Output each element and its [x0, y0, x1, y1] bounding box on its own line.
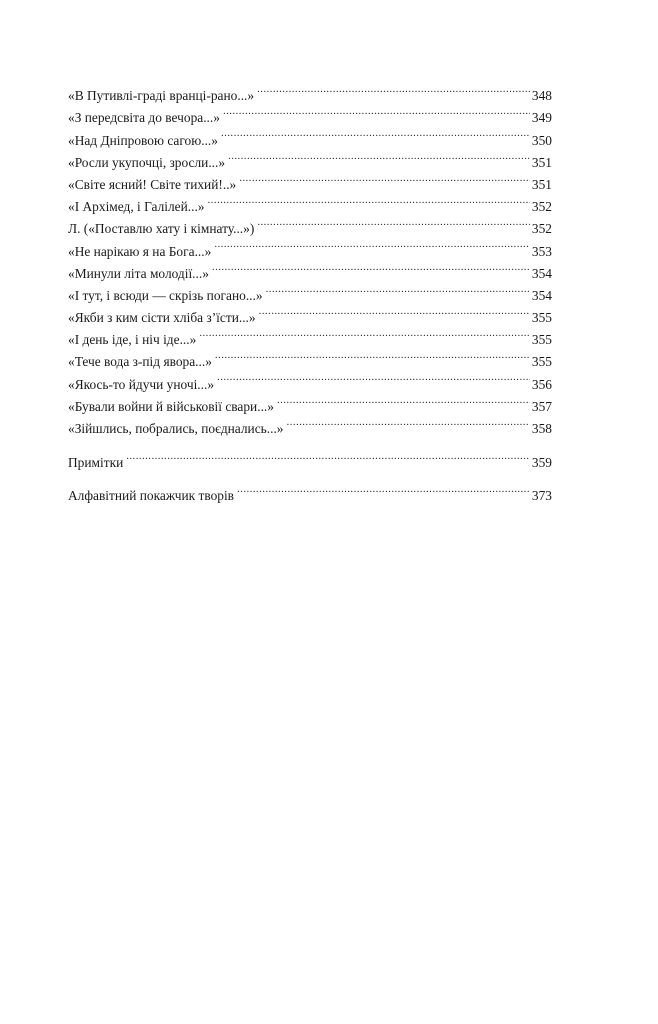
toc-entry-title: «Зійшлись, побрались, поєднались...»	[68, 421, 284, 436]
toc-entry-title: Примітки	[68, 455, 124, 471]
toc-entry-page: 358	[531, 421, 552, 436]
dot-leader	[257, 78, 530, 100]
toc-entry-title: «І день іде, і ніч іде...»	[68, 332, 197, 348]
dot-leader	[212, 256, 530, 278]
dot-leader	[257, 211, 530, 233]
toc-entry-page: 357	[531, 398, 552, 414]
toc-entry-title: «Якось-то йдучи уночі...»	[68, 376, 215, 392]
dot-leader	[214, 233, 530, 255]
toc-entry-page: 373	[531, 488, 552, 504]
toc-entry-page: 359	[531, 455, 552, 471]
toc-entry-page: 351	[531, 176, 552, 192]
toc-entry-title: «І Архімед, і Галілей...»	[68, 199, 205, 215]
dot-leader	[259, 300, 530, 322]
dot-leader	[215, 344, 530, 366]
toc-entry-page: 354	[531, 265, 552, 281]
toc-entry-page: 356	[531, 376, 552, 392]
toc-entry-title: «Якби з ким сісти хліба з’їсти...»	[68, 310, 256, 326]
toc-entry-title: «Росли укупочці, зросли...»	[68, 154, 226, 170]
dot-leader	[266, 278, 530, 300]
dot-leader	[208, 189, 530, 211]
dot-leader	[237, 478, 530, 500]
toc-entry-title: «І тут, і всюди — скрізь погано...»	[68, 287, 263, 303]
dot-leader	[239, 167, 530, 189]
toc-entry-title: «Минули літа молодії...»	[68, 265, 209, 281]
toc-entry-page: 352	[531, 199, 552, 215]
section-spacer	[68, 467, 552, 478]
toc-entry-page: 353	[531, 243, 552, 259]
dot-leader	[223, 100, 530, 122]
toc-entry[interactable]	[68, 78, 552, 104]
toc-entry-page: 355	[531, 332, 552, 348]
toc-entry-page: 355	[531, 354, 552, 370]
dot-leader	[277, 389, 530, 411]
dot-leader	[217, 366, 530, 388]
toc-entry-page: 354	[531, 287, 552, 303]
toc-entry-page: 350	[531, 132, 552, 148]
toc-entry-page: 355	[531, 310, 552, 326]
toc-entry-title: «Світе ясний! Світе тихий!..»	[68, 176, 237, 192]
toc-entry-title: «З передсвіта до вечора...»	[68, 110, 220, 126]
toc-entry-page: 351	[531, 154, 552, 170]
dot-leader	[221, 122, 530, 144]
dot-leader	[228, 145, 530, 167]
toc-entry-page: 348	[531, 88, 552, 104]
toc-entry-title: «Бували войни й військовії свари...»	[68, 398, 274, 414]
toc-entry-title: «Над Дніпровою сагою...»	[68, 132, 218, 148]
toc-entry-page: 349	[531, 110, 552, 126]
toc-entry-index[interactable]	[68, 478, 552, 504]
toc-entry-title: Л. («Поставлю хату і кімнату...»)	[68, 221, 255, 237]
dot-leader	[287, 411, 530, 433]
toc-entry-notes[interactable]	[68, 445, 552, 471]
dot-leader	[199, 322, 530, 344]
toc-entry-title: «Тече вода з-під явора...»	[68, 354, 212, 370]
toc-entry-title: «В Путивлі-граді вранці-рано...»	[68, 88, 255, 104]
toc-entry-title: Алфавітний покажчик творів	[68, 488, 235, 504]
dot-leader	[126, 445, 530, 467]
toc-entry-page: 352	[531, 221, 552, 237]
table-of-contents	[68, 78, 552, 504]
toc-entry-title: «Не нарікаю я на Бога...»	[68, 243, 212, 259]
